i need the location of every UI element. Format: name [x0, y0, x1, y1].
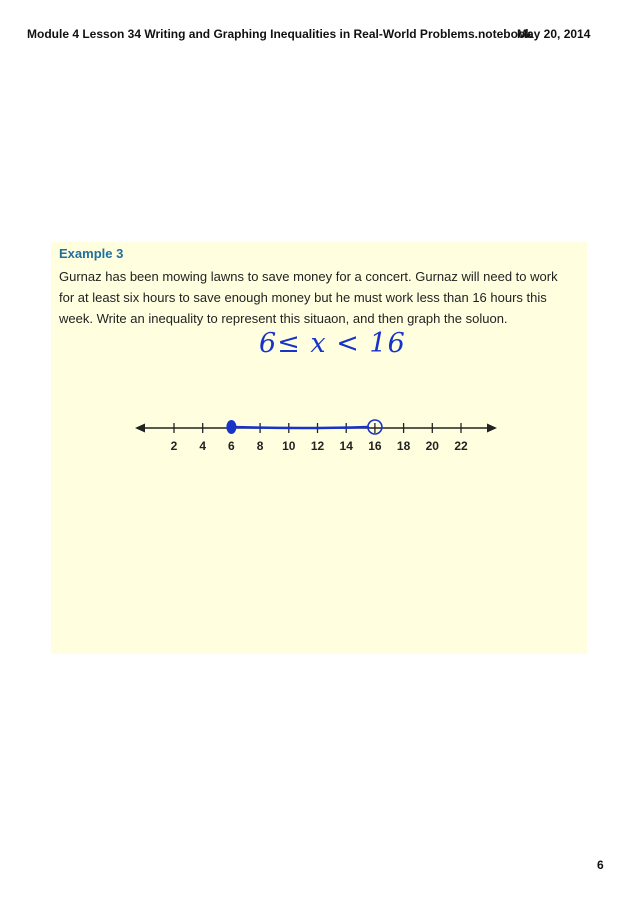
example-prompt: Gurnaz has been mowing lawns to save money for a concert. Gurnaz will need to work for at least six hours to save enough money but he must work less than 16 hours this week. Write an inequality to represent this situaon, and then graph the soluon. [59, 269, 558, 326]
number-line-right-arrow [487, 424, 497, 433]
tick-label: 6 [228, 439, 235, 453]
tick-label: 14 [339, 439, 353, 453]
tick-label: 18 [396, 439, 411, 453]
tick-label: 4 [199, 439, 207, 453]
number-line-left-arrow [135, 424, 145, 433]
tick-label: 2 [170, 439, 178, 453]
tick-label: 8 [256, 439, 264, 453]
solution-segment [231, 427, 368, 428]
notebook-date: May 20, 2014 [517, 27, 591, 41]
number-line-labels [171, 439, 468, 453]
page-number: 6 [597, 858, 604, 872]
tick-label: 16 [368, 439, 382, 453]
example-card [51, 242, 587, 654]
page-header [0, 27, 638, 45]
notebook-title: Module 4 Lesson 34 Writing and Graphing Inequalities in Real-World Problems.notebook [27, 27, 532, 41]
handwritten-inequality: 6≤ x < 16 [259, 328, 406, 359]
closed-endpoint [226, 420, 236, 434]
tick-label: 20 [425, 439, 439, 453]
number-line [51, 402, 587, 462]
tick-label: 12 [310, 439, 325, 453]
tick-label: 22 [454, 439, 468, 453]
tick-label: 10 [282, 439, 296, 453]
example-label: Example 3 [59, 246, 124, 261]
